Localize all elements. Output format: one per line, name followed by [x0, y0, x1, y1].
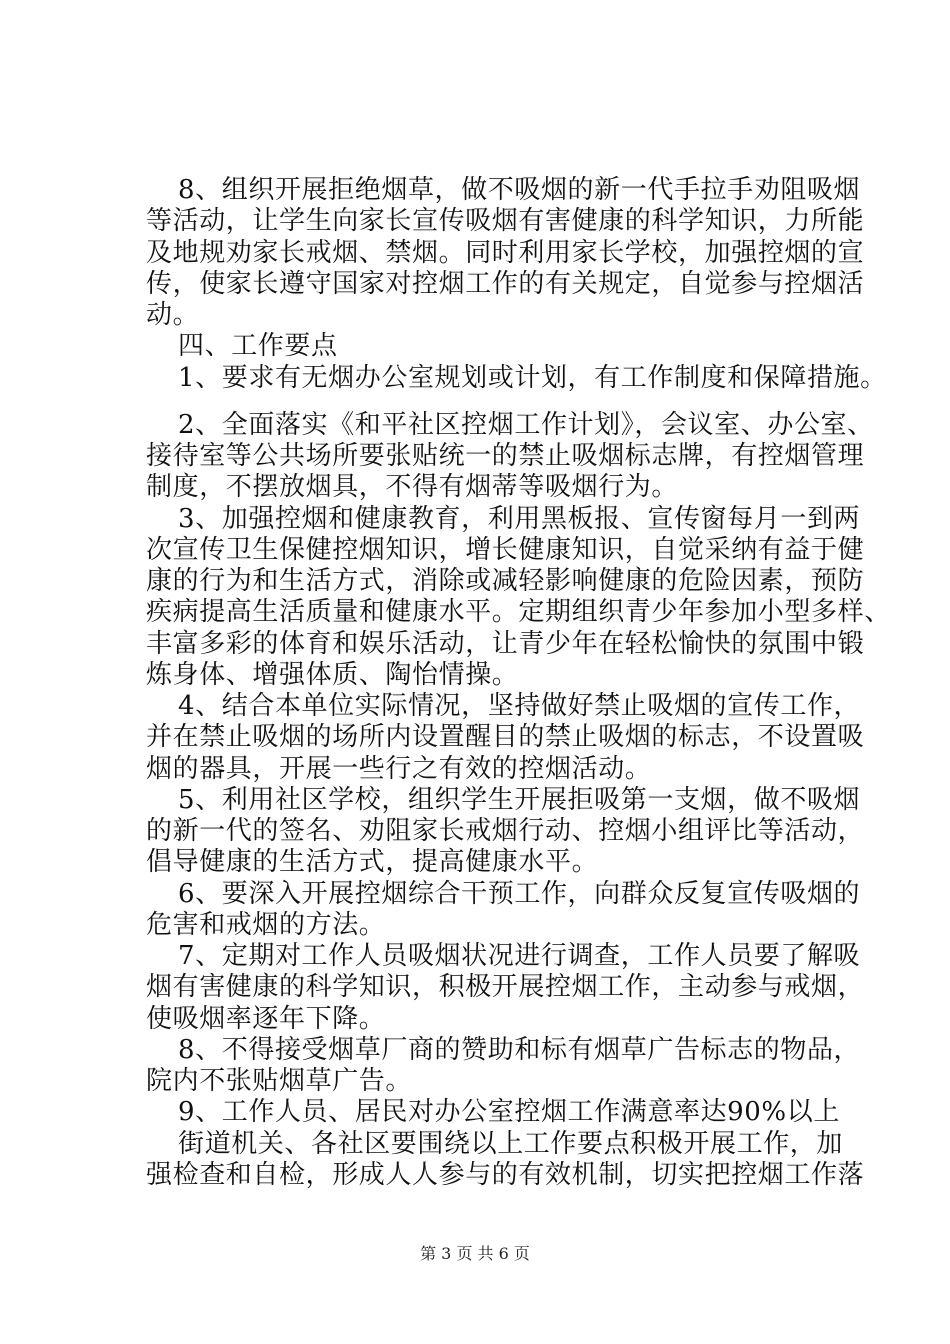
text-line: 康的行为和生活方式，消除或减轻影响健康的危险因素，预防 [146, 566, 865, 596]
text-line: 2、全面落实《和平社区控烟工作计划》，会议室、办公室、 [178, 410, 874, 440]
text-line: 5、利用社区学校，组织学生开展拒吸第一支烟，做不吸烟 [178, 785, 861, 815]
text-line: 烟的器具，开展一些行之有效的控烟活动。 [146, 754, 652, 784]
text-line: 接待室等公共场所要张贴统一的禁止吸烟标志牌，有控烟管理 [146, 441, 865, 471]
text-line: 8、组织开展拒绝烟草，做不吸烟的新一代手拉手劝阻吸烟 [178, 175, 861, 205]
section-heading: 四、工作要点 [178, 331, 338, 361]
text-line: 7、定期对工作人员吸烟状况进行调查，工作人员要了解吸 [178, 941, 861, 971]
text-line: 倡导健康的生活方式，提高健康水平。 [146, 847, 599, 877]
text-line: 街道机关、各社区要围绕以上工作要点积极开展工作，加 [178, 1129, 844, 1159]
text-line: 院内不张贴烟草广告。 [146, 1066, 413, 1096]
text-line: 疾病提高生活质量和健康水平。定期组织青少年参加小型多样、 [146, 597, 891, 627]
text-line: 等活动，让学生向家长宣传吸烟有害健康的科学知识，力所能 [146, 206, 865, 236]
page-number-footer: 第 3 页 共 6 页 [420, 1244, 530, 1263]
text-line: 4、结合本单位实际情况，坚持做好禁止吸烟的宣传工作， [178, 691, 861, 721]
text-line: 8、不得接受烟草厂商的赞助和标有烟草广告标志的物品， [178, 1035, 861, 1065]
text-line: 烟有害健康的科学知识，积极开展控烟工作，主动参与戒烟， [146, 972, 865, 1002]
text-line: 1、要求有无烟办公室规划或计划，有工作制度和保障措施。 [178, 363, 887, 393]
text-line: 3、加强控烟和健康教育，利用黑板报、宣传窗每月一到两 [178, 504, 861, 534]
text-line: 并在禁止吸烟的场所内设置醒目的禁止吸烟的标志，不设置吸 [146, 722, 865, 752]
text-line: 动。 [146, 300, 200, 330]
text-line: 9、工作人员、居民对办公室控烟工作满意率达90%以上 [178, 1097, 840, 1127]
text-line: 危害和戒烟的方法。 [146, 910, 386, 940]
text-line: 6、要深入开展控烟综合干预工作，向群众反复宣传吸烟的 [178, 879, 861, 909]
text-line: 炼身体、增强体质、陶怡情操。 [146, 660, 519, 690]
text-line: 及地规劝家长戒烟、禁烟。同时利用家长学校，加强控烟的宣 [146, 238, 865, 268]
text-line: 使吸烟率逐年下降。 [146, 1004, 386, 1034]
text-line: 的新一代的签名、劝阻家长戒烟行动、控烟小组评比等活动， [146, 816, 865, 846]
text-line: 丰富多彩的体育和娱乐活动，让青少年在轻松愉快的氛围中锻 [146, 629, 865, 659]
text-line: 传，使家长遵守国家对控烟工作的有关规定，自觉参与控烟活 [146, 269, 865, 299]
text-line: 次宣传卫生保健控烟知识，增长健康知识，自觉采纳有益于健 [146, 535, 865, 565]
text-line: 强检查和自检，形成人人参与的有效机制，切实把控烟工作落 [146, 1160, 865, 1190]
text-line: 制度，不摆放烟具，不得有烟蒂等吸烟行为。 [146, 472, 679, 502]
